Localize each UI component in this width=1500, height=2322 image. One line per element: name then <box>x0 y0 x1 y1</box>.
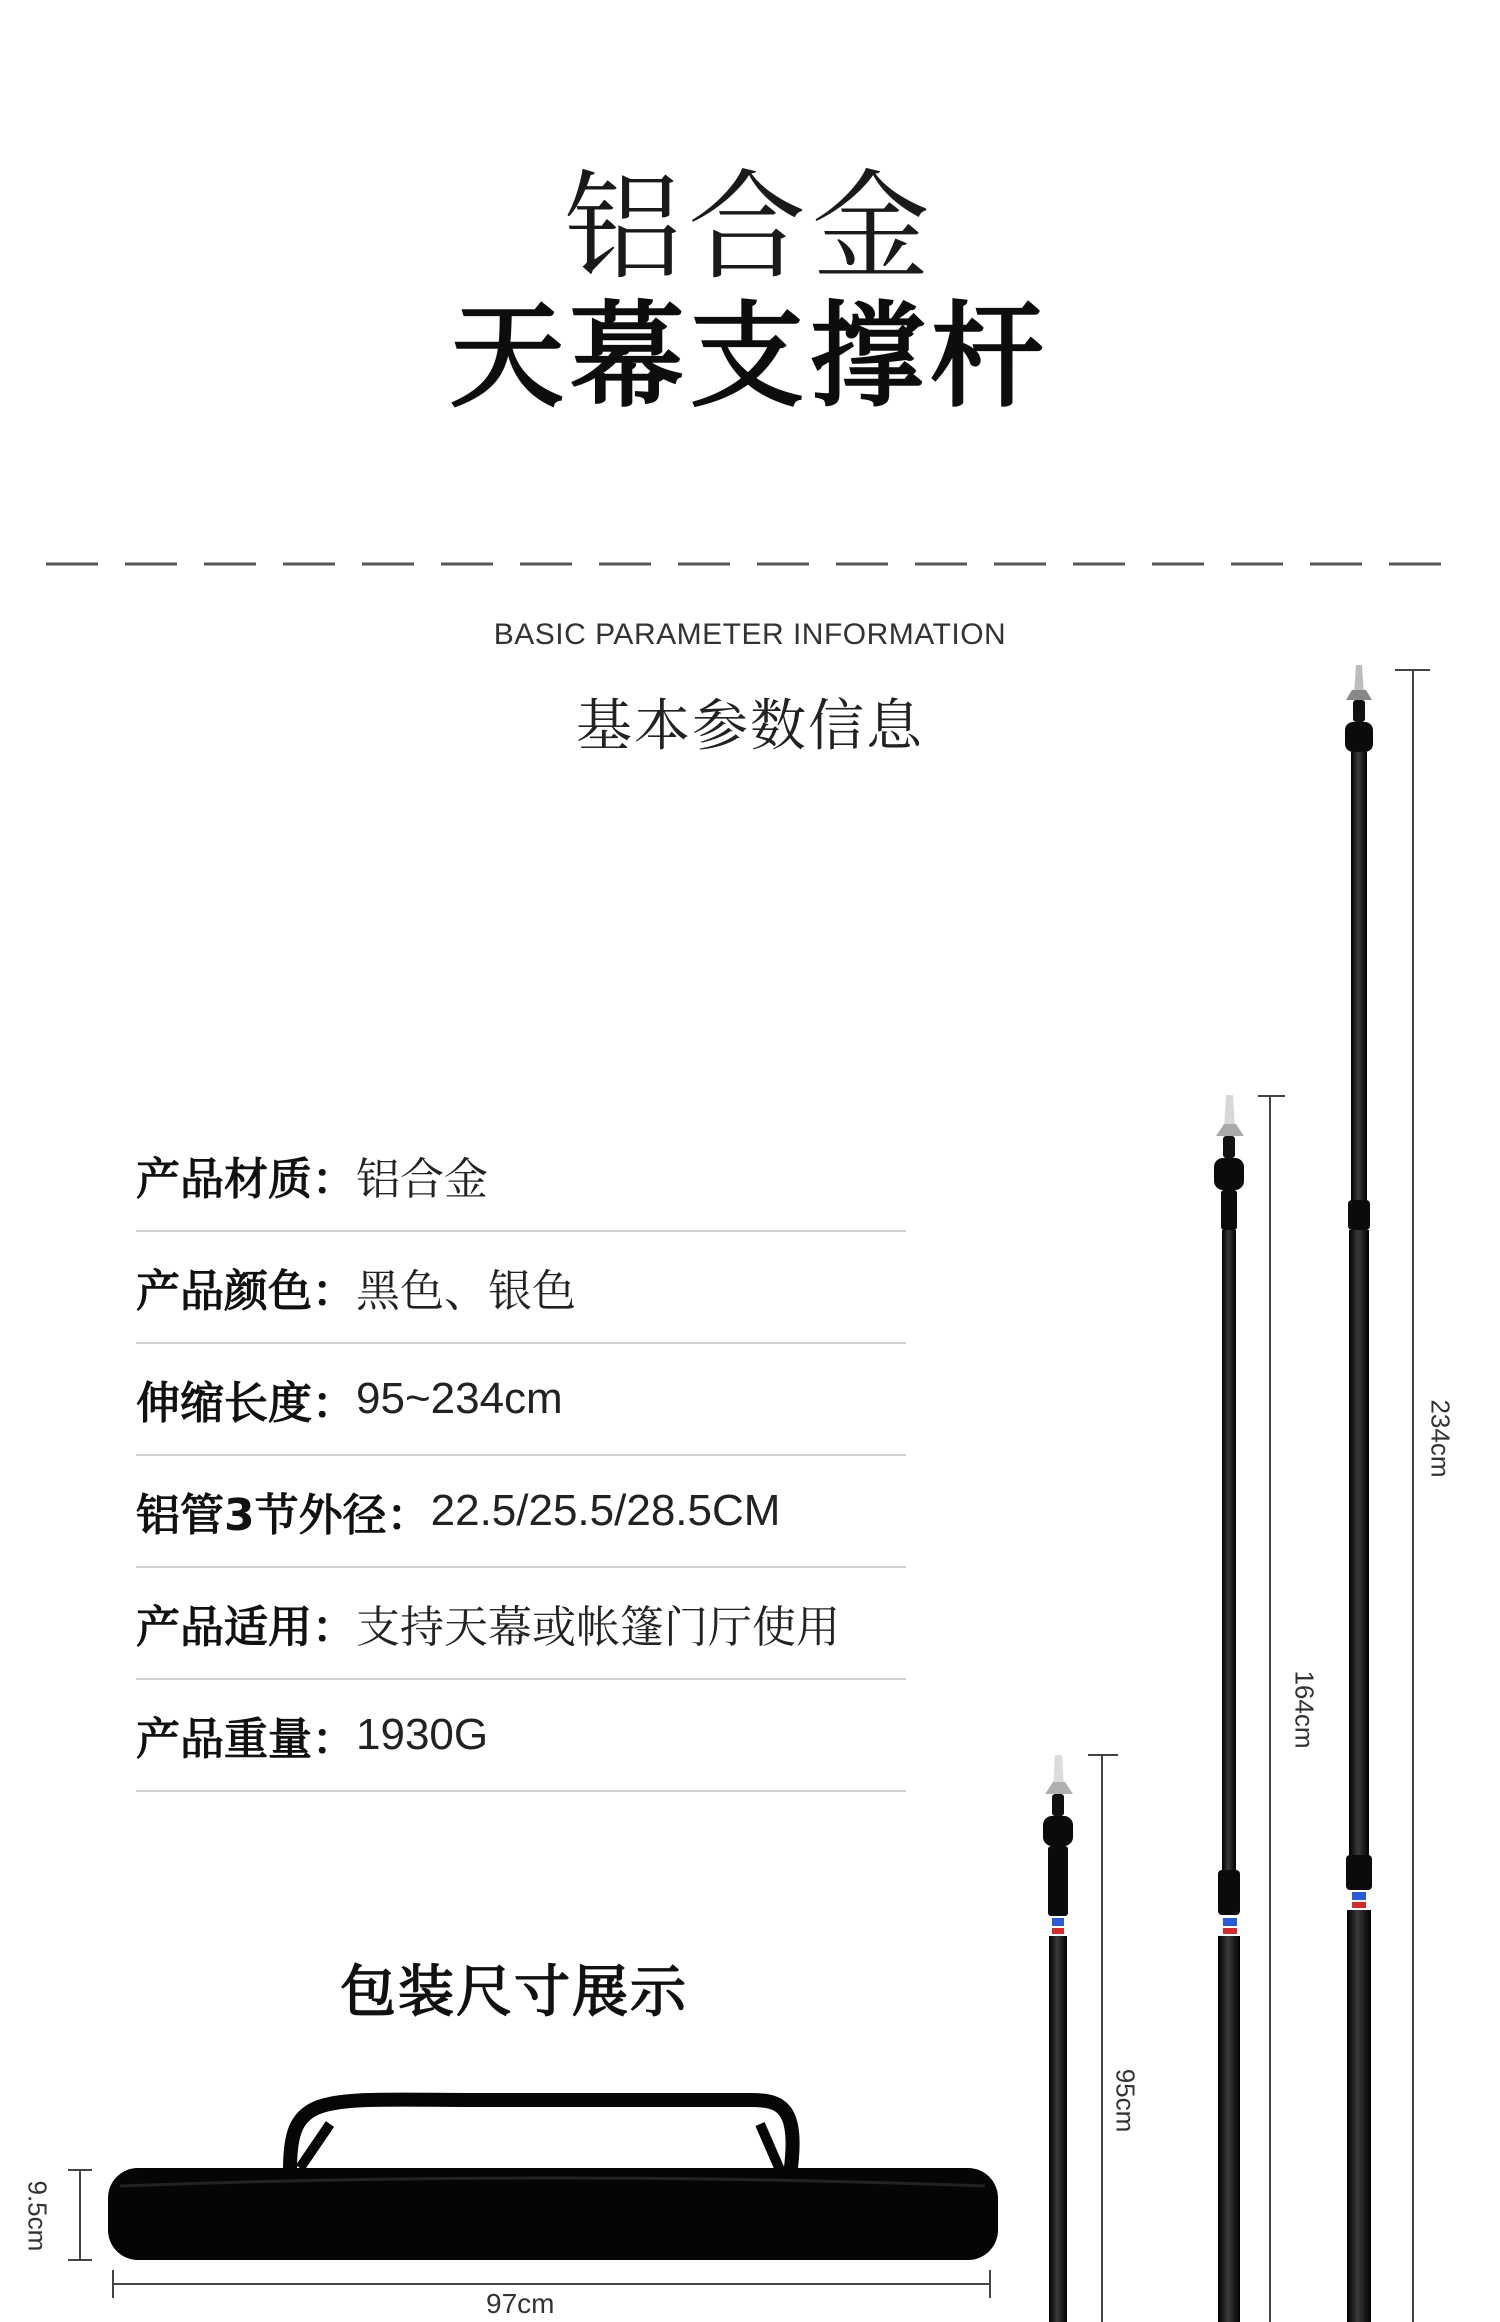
pole-short <box>1043 1755 1073 2322</box>
pole-medium <box>1214 1095 1244 2322</box>
section-title-cn: 基本参数信息 <box>576 694 924 759</box>
bag-height-dimension <box>68 2170 92 2260</box>
param-label: 产品适用： <box>136 1602 356 1653</box>
title-line-1: 铝合金 <box>563 158 936 296</box>
section-title-en: BASIC PARAMETER INFORMATION <box>493 618 1007 651</box>
param-value: 22.5/25.5/28.5CM <box>430 1486 781 1535</box>
param-value: 黑色、银色 <box>356 1267 576 1316</box>
param-value: 95~234cm <box>356 1374 563 1423</box>
pole-short-dimension <box>1088 1755 1118 2322</box>
pole-long <box>1345 665 1373 2322</box>
pole-medium-dimension <box>1258 1096 1285 2322</box>
param-value: 1930G <box>356 1710 489 1759</box>
param-label: 产品颜色： <box>136 1266 356 1317</box>
package-title: 包装尺寸展示 <box>340 1960 688 2025</box>
dim-label-bag-width: 97cm <box>486 2288 555 2319</box>
carry-bag <box>108 2100 998 2260</box>
param-value: 支持天幕或帐篷门厅使用 <box>356 1603 840 1652</box>
dim-label-164cm: 164cm <box>1289 1670 1320 1749</box>
param-label: 产品重量： <box>136 1714 356 1765</box>
pole-long-dimension <box>1395 670 1430 2322</box>
param-label: 产品材质： <box>136 1154 356 1205</box>
param-label: 铝管3节外径： <box>136 1490 431 1541</box>
dim-label-234cm: 234cm <box>1425 1399 1456 1478</box>
dim-label-bag-height: 9.5cm <box>22 2180 53 2252</box>
dim-label-95cm: 95cm <box>1110 2068 1141 2133</box>
title-line-2: 天幕支撑杆 <box>449 290 1050 423</box>
param-value: 铝合金 <box>356 1155 488 1204</box>
param-label: 伸缩长度： <box>136 1378 356 1429</box>
